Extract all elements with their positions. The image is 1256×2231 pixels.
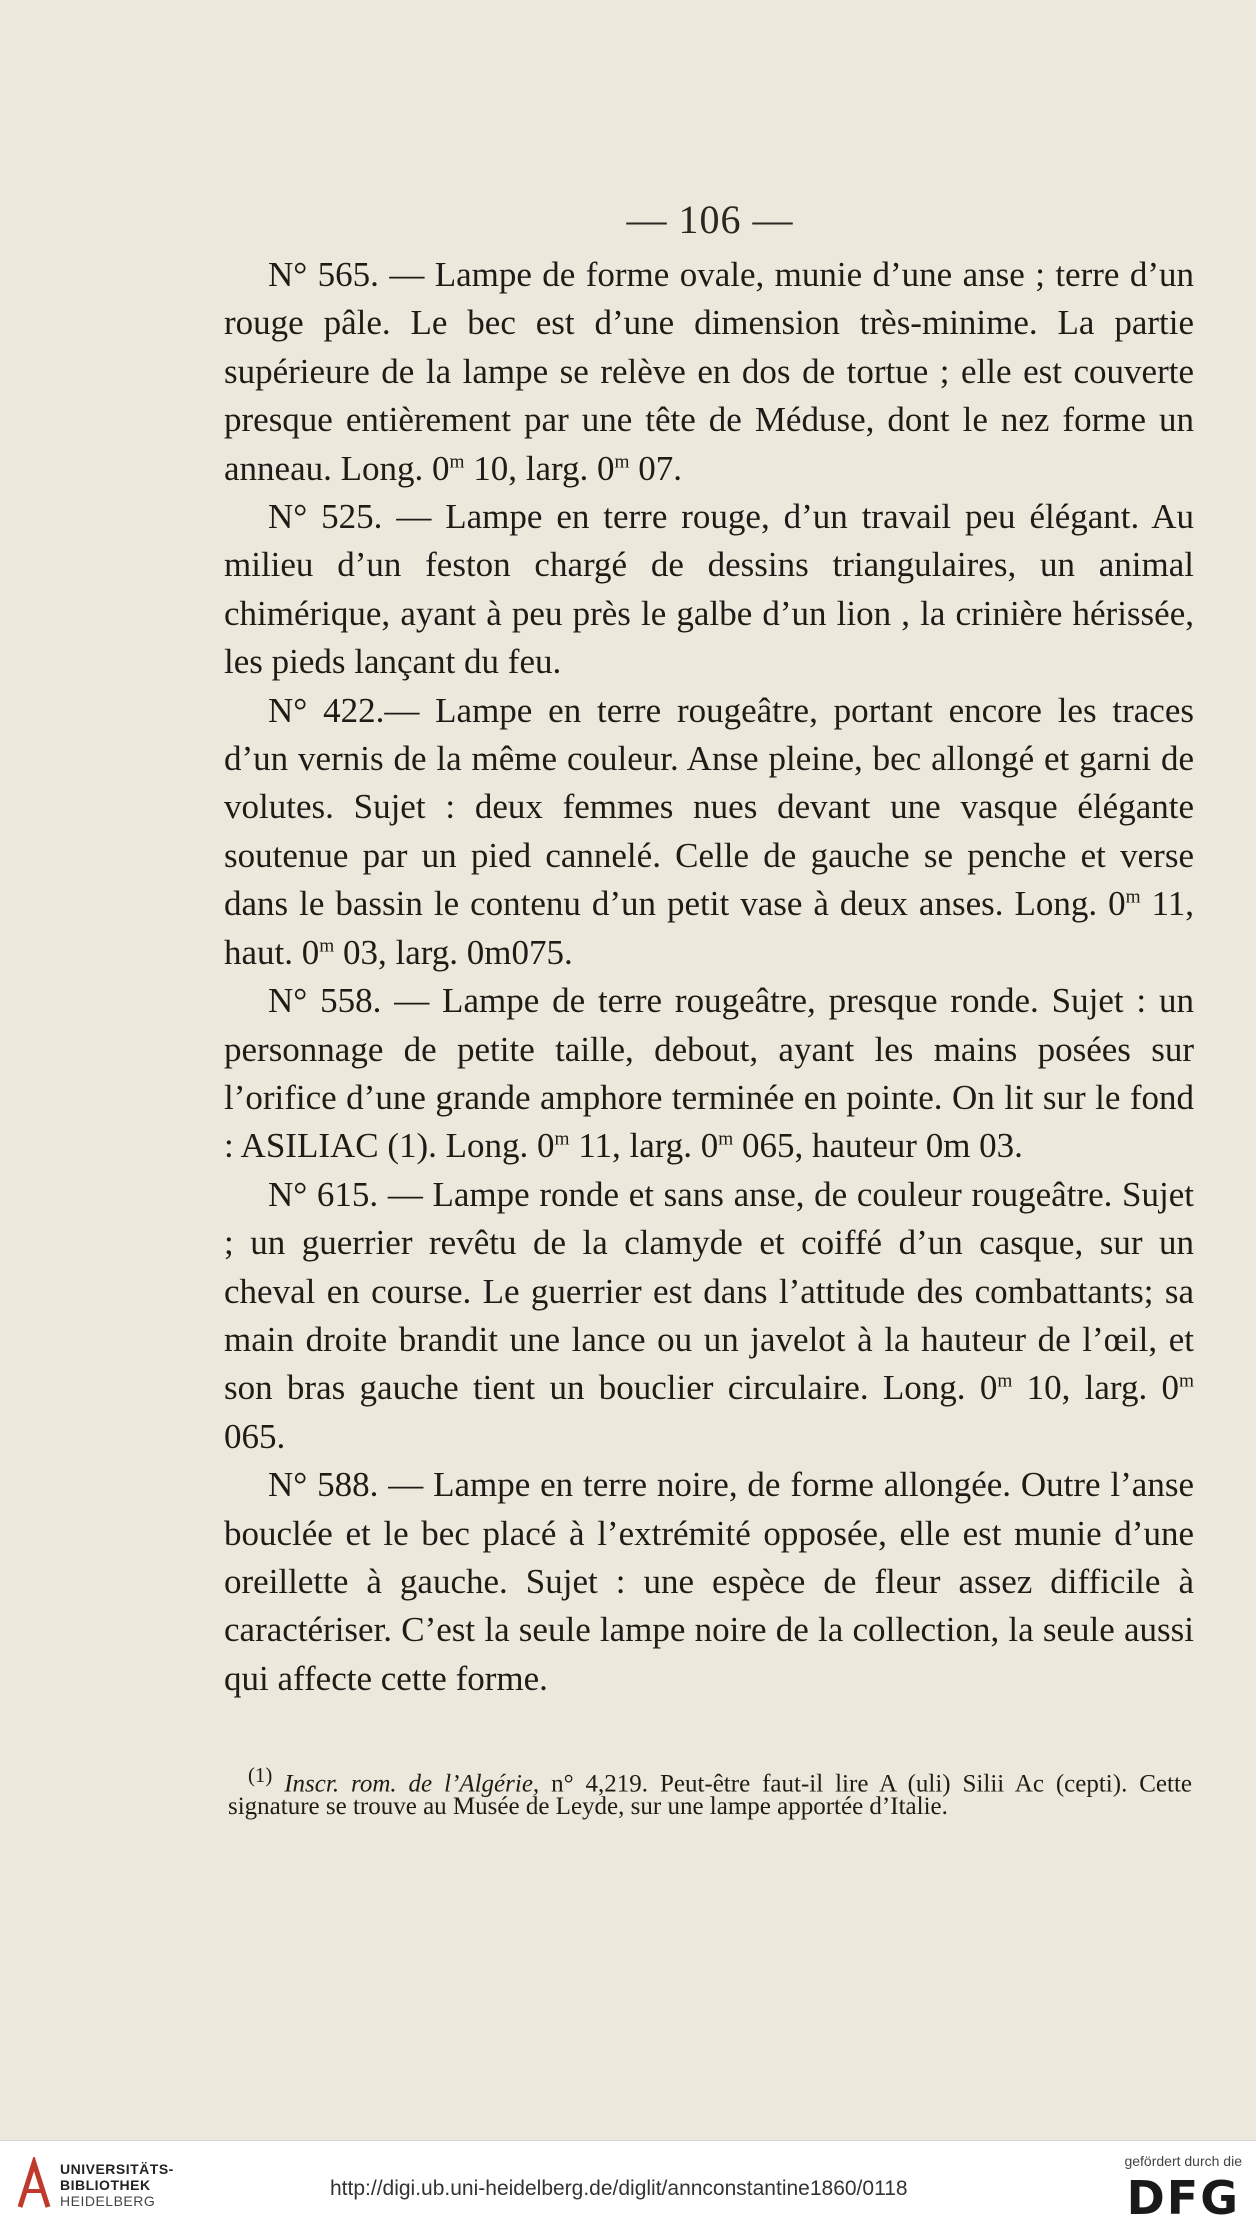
footnote	[228, 1763, 1193, 1821]
sponsor-label: gefördert durch die	[1124, 2153, 1242, 2169]
paragraph-525: N° 525. — Lampe en terre rouge, d’un travail peu élégant. Au milieu d’un feston chargé de dessins triangulaires, un animal chimérique, ayant à peu près le galbe d’un lion , la crinière hérissée, les pieds lançant du feu.	[224, 497, 1194, 682]
footnote-source: Inscr. rom. de l’Algérie,	[284, 1770, 540, 1798]
paragraph-558: N° 558. — Lampe de terre rougeâtre, presque ronde. Sujet : un personnage de petite taille, debout, ayant les mains posées sur l’orifice d’une grande amphore terminée en pointe. On lit sur le fond : ASILIAC (1). Long. 0$^m$ 11, larg. 0$^m$ 065, hauteur 0m 03.	[224, 981, 1194, 1166]
paragraph-588: N° 588. — Lampe en terre noire, de forme allongée. Outre l’anse bouclée et le bec placé à l’extrémité opposée, elle est munie d’une oreillette à gauche. Sujet : une espèce de fleur assez difficile à caractériser. C’est la seule lampe noire de la collection, la seule aussi qui affecte cette forme.	[224, 1465, 1194, 1698]
footer-bar	[0, 2140, 1256, 2231]
body-text	[224, 251, 1194, 1703]
paragraph-615: N° 615. — Lampe ronde et sans anse, de couleur rougeâtre. Sujet ; un guerrier revêtu de la clamyde et coiffé d’un casque, sur un cheval en course. Le guerrier est dans l’attitude des combattants; sa main droite brandit une lance ou un javelot à la hauteur de l’œil, et son bras gauche tient un bouclier circulaire. Long. 0$^m$ 10, larg. 0$^m$ 065.	[224, 1174, 1194, 1456]
paragraph-565: N° 565. — Lampe de forme ovale, munie d’une anse ; terre d’un rouge pâle. Le bec est d’une dimension très-minime. La partie supérieure de la lampe se relève en dos de tortue ; elle est couverte presque entièrement par une tête de Méduse, dont le nez forme un anneau. Long. 0$^m$ 10, larg. 0$^m$ 07.	[224, 255, 1194, 488]
permalink-url[interactable]: http://digi.ub.uni-heidelberg.de/diglit/annconstantine1860/0118	[330, 2177, 908, 2200]
dfg-logo[interactable]: DFG	[1126, 2171, 1240, 2225]
paragraph-422: N° 422.— Lampe en terre rougeâtre, portant encore les traces d’un vernis de la même couleur. Anse pleine, bec allongé et garni de volutes. Sujet : deux femmes nues devant une vasque élégante soutenue par un pied cannelé. Celle de gauche se penche et verse dans le bassin le contenu d’un petit vase à deux anses. Long. 0$^m$ 11, haut. 0$^m$ 03, larg. 0m075.	[224, 690, 1194, 972]
page-number: — 106 —	[626, 197, 794, 242]
library-name[interactable]: UNIVERSITÄTS- BIBLIOTHEK HEIDELBERG	[60, 2161, 174, 2209]
footnote-text: n° 4,219. Peut-être faut-il lire A (uli) Silii Ac (cepti). Cette signature se trouve au Musée de Leyde, sur une lampe apportée d’Italie.	[228, 1770, 1193, 1821]
footnote-marker: (1)	[248, 1763, 273, 1787]
library-logo-icon[interactable]	[14, 2157, 54, 2213]
